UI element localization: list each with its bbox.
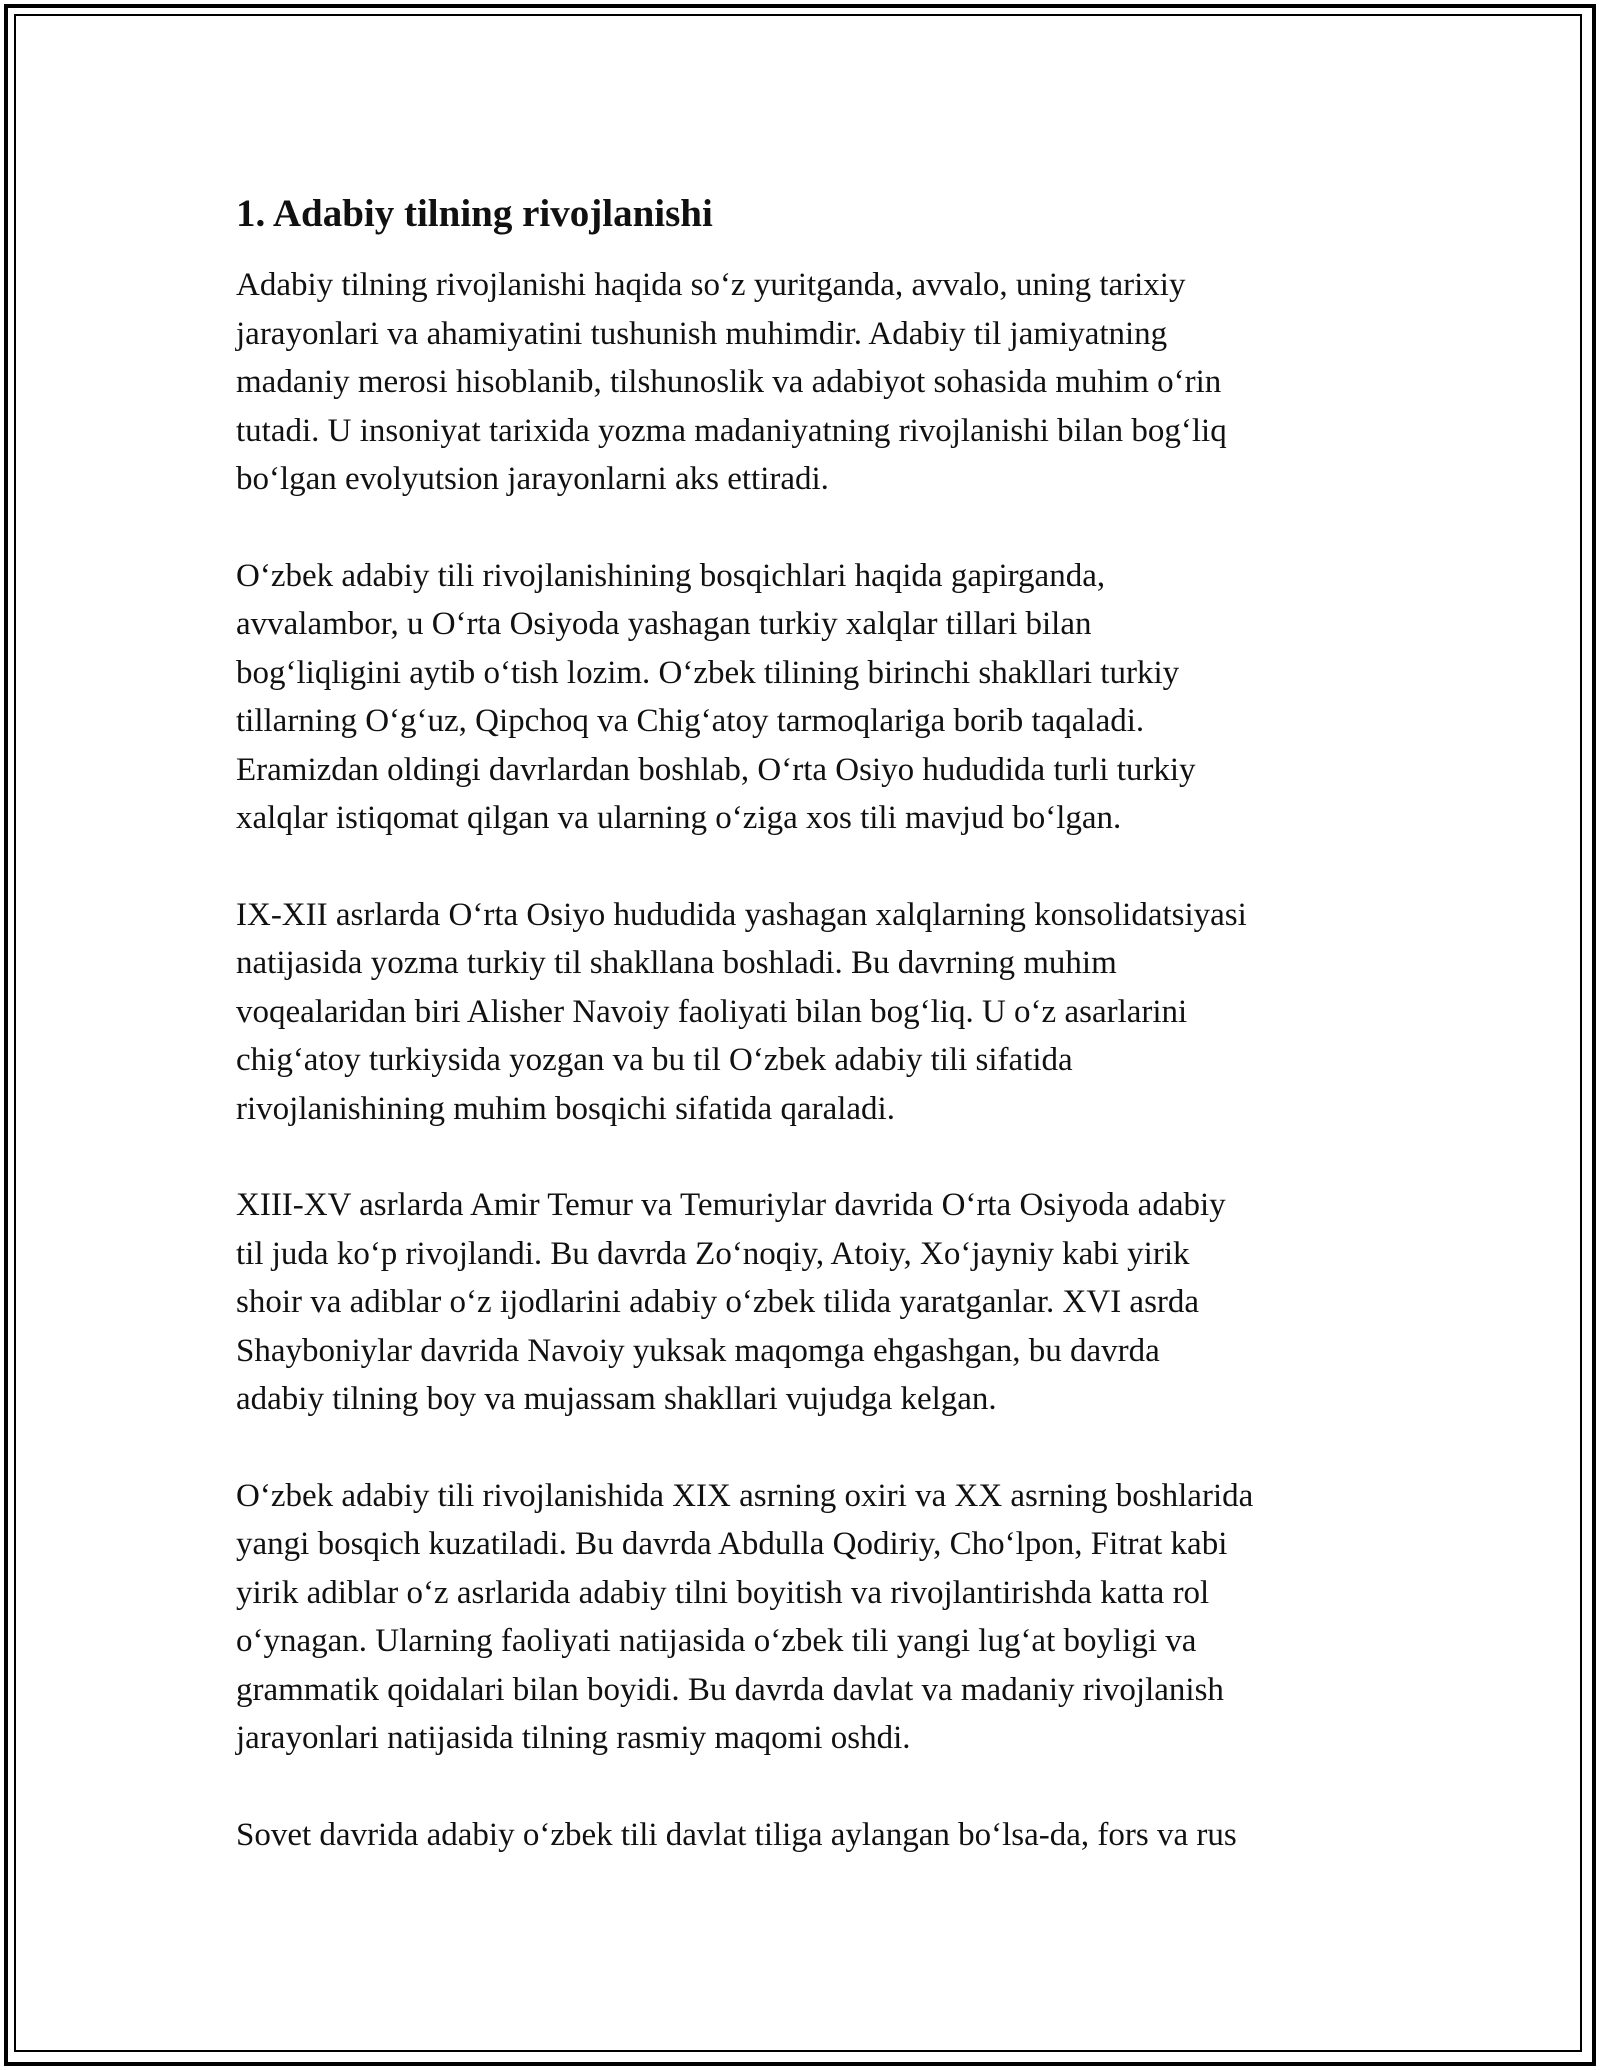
text-line: jarayonlari va ahamiyatini tushunish muhimdir. Adabiy til jamiyatning [236,315,1168,352]
paragraph-spacer [236,1133,1376,1181]
text-line: xalqlar istiqomat qilgan va ularning o‘ziga xos tili mavjud bo‘lgan. [236,800,1122,836]
paragraph-spacer [236,843,1376,891]
paragraph-6 [236,1811,1376,1860]
text-line: shoir va adiblar o‘z ijodlarini adabiy o‘zbek tilida yaratganlar. XVI asrda [236,1284,1200,1320]
document-content [236,182,1376,1859]
document-body [236,261,1376,1859]
paragraph-5 [236,1472,1376,1763]
section-title: 1. Adabiy tilning rivojlanishi [236,192,713,235]
text-line: avvalambor, u O‘rta Osiyoda yashagan turkiy xalqlar tillari bilan [236,606,1092,642]
paragraph-spacer [236,1424,1376,1472]
text-line: Adabiy tilning rivojlanishi haqida so‘z yuritganda, avvalo, uning tarixiy [236,267,1186,303]
text-line: chig‘atoy turkiysida yozgan va bu til O‘zbek adabiy tili sifatida [236,1042,1073,1078]
text-line: XIII-XV asrlarda Amir Temur va Temuriylar davrida O‘rta Osiyoda adabiy [236,1187,1226,1223]
text-line: IX-XII asrlarda O‘rta Osiyo hududida yashagan xalqlarning konsolidatsiyasi [236,896,1247,933]
text-line: grammatik qoidalari bilan boyidi. Bu davrda davlat va madaniy rivojlanish [236,1671,1224,1708]
text-line: Sovet davrida adabiy o‘zbek tili davlat tiliga aylangan bo‘lsa-da, fors va rus [236,1816,1237,1853]
text-line: natijasida yozma turkiy til shakllana boshladi. Bu davrning muhim [236,945,1117,981]
text-line: adabiy tilning boy va mujassam shakllari vujudga kelgan. [236,1381,997,1417]
text-line: Shayboniylar davrida Navoiy yuksak maqomga ehgashgan, bu davrda [236,1332,1160,1369]
text-line: til juda ko‘p rivojlandi. Bu davrda Zo‘noqiy, Atoiy, Xo‘jayniy kabi yirik [236,1235,1190,1272]
text-line: bo‘lgan evolyutsion jarayonlarni aks ettiradi. [236,461,829,497]
text-line: madaniy merosi hisoblanib, tilshunoslik va adabiyot sohasida muhim o‘rin [236,364,1222,400]
text-line: Eramizdan oldingi davrlardan boshlab, O‘rta Osiyo hududida turli turkiy [236,751,1196,788]
paragraph-2 [236,552,1376,843]
paragraph-spacer [236,504,1376,552]
text-line: yangi bosqich kuzatiladi. Bu davrda Abdulla Qodiriy, Cho‘lpon, Fitrat kabi [236,1526,1228,1562]
text-line: yirik adiblar o‘z asrlarida adabiy tilni boyitish va rivojlantirishda katta rol [236,1574,1210,1611]
text-line: jarayonlari natijasida tilning rasmiy maqomi oshdi. [236,1720,911,1756]
text-line: tillarning O‘g‘uz, Qipchoq va Chig‘atoy tarmoqlariga borib taqaladi. [236,703,1145,739]
text-line: rivojlanishining muhim bosqichi sifatida qaraladi. [236,1090,895,1127]
text-line: voqealaridan biri Alisher Navoiy faoliyati bilan bog‘liq. U o‘z asarlarini [236,993,1188,1030]
text-line: tutadi. U insoniyat tarixida yozma madaniyatning rivojlanishi bilan bog‘liq [236,412,1227,449]
text-line: O‘zbek adabiy tili rivojlanishida XIX asrning oxiri va XX asrning boshlarida [236,1477,1254,1514]
text-line: O‘zbek adabiy tili rivojlanishining bosqichlari haqida gapirganda, [236,557,1106,594]
text-line: bog‘liqligini aytib o‘tish lozim. O‘zbek tilining birinchi shakllari turkiy [236,654,1180,691]
paragraph-spacer [236,1763,1376,1811]
paragraph-3 [236,891,1376,1134]
text-line: o‘ynagan. Ularning faoliyati natijasida o‘zbek tili yangi lug‘at boyligi va [236,1623,1197,1659]
paragraph-1 [236,261,1376,504]
paragraph-4 [236,1181,1376,1424]
